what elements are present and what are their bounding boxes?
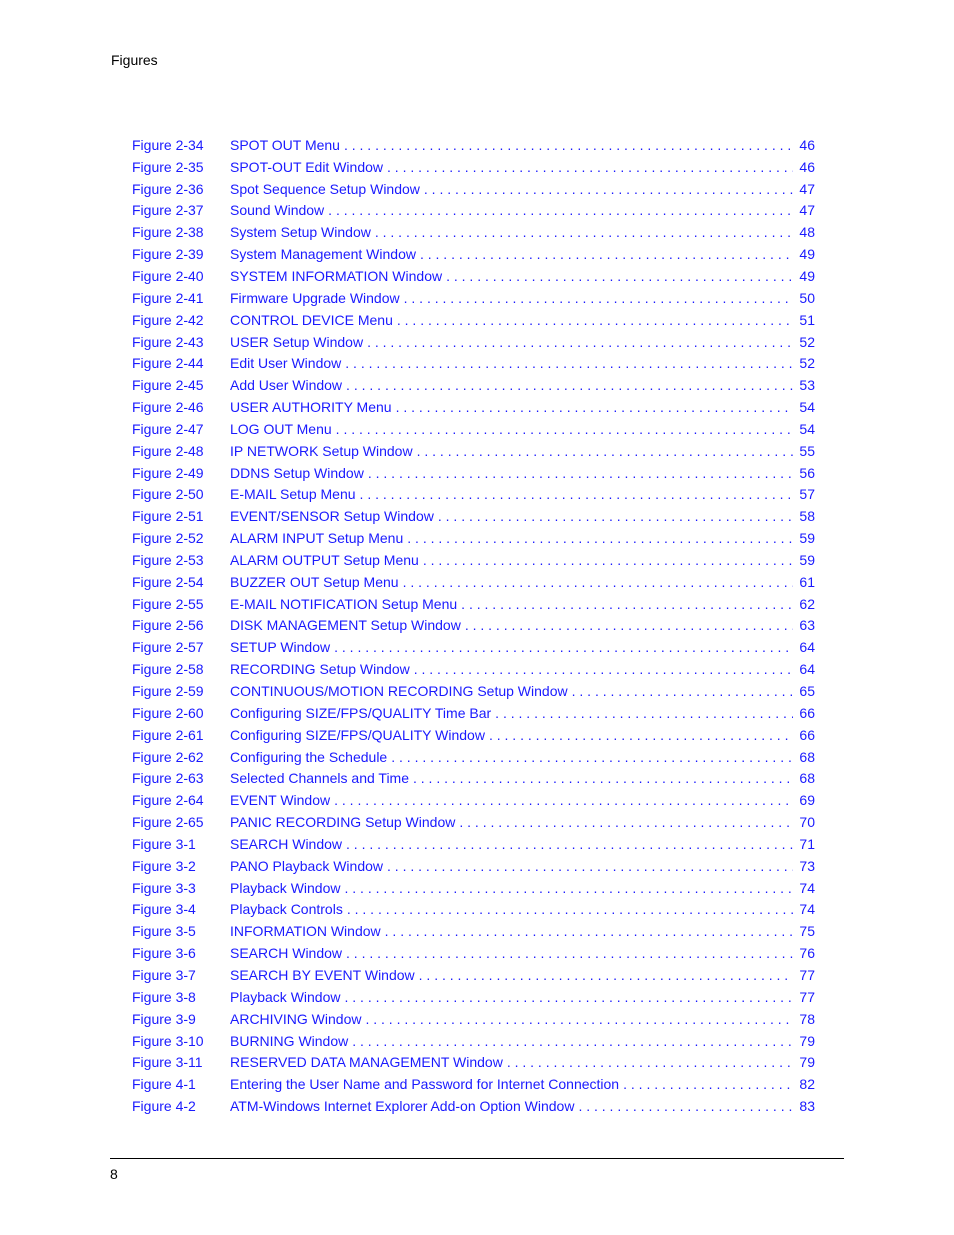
toc-entry[interactable] <box>132 615 815 637</box>
toc-entry[interactable] <box>132 855 815 877</box>
dot-leader <box>403 574 793 590</box>
page-number-link[interactable]: 46 <box>799 136 815 153</box>
figure-title-link[interactable]: SPOT OUT Menu <box>230 136 340 153</box>
toc-entry[interactable] <box>132 920 815 942</box>
page-number-link[interactable]: 62 <box>799 595 815 612</box>
running-header: Figures <box>111 52 158 68</box>
dot-leader <box>413 770 793 786</box>
dot-leader <box>414 661 793 677</box>
page-number-link[interactable]: 47 <box>799 180 815 197</box>
figure-title-link[interactable]: SPOT-OUT Edit Window <box>230 158 384 175</box>
toc-entry[interactable] <box>132 702 815 724</box>
toc-entry[interactable] <box>132 396 815 418</box>
figure-number-link[interactable]: Figure 2-61 <box>132 726 204 743</box>
dot-leader <box>391 749 793 765</box>
toc-entry[interactable] <box>132 265 815 287</box>
toc-entry[interactable] <box>132 352 815 374</box>
page-number-link[interactable]: 79 <box>799 1032 815 1049</box>
figure-number-link[interactable]: Figure 2-54 <box>132 573 204 590</box>
figure-number-link[interactable]: Figure 2-47 <box>132 420 204 437</box>
toc-entry[interactable] <box>132 287 815 309</box>
figure-title-link[interactable]: Selected Channels and Time <box>230 770 409 787</box>
figure-title-link[interactable]: Spot Sequence Setup Window <box>230 180 420 197</box>
figure-number-link[interactable]: Figure 2-44 <box>132 355 204 372</box>
figure-title-link[interactable]: ARCHIVING Window <box>230 1010 362 1027</box>
page-number-link[interactable]: 77 <box>799 988 815 1005</box>
toc-entry[interactable] <box>132 549 815 571</box>
footer-rule <box>110 1158 844 1159</box>
toc-entry[interactable] <box>132 484 815 506</box>
dot-leader <box>346 377 793 393</box>
figure-title-link[interactable]: RECORDING Setup Window <box>230 661 410 678</box>
figure-title-link[interactable]: EVENT/SENSOR Setup Window <box>230 508 434 525</box>
dot-leader <box>461 596 793 612</box>
toc-entry[interactable] <box>132 833 815 855</box>
page-number-link[interactable]: 77 <box>799 966 815 983</box>
figure-number-link[interactable]: Figure 2-52 <box>132 530 204 547</box>
page-number-link[interactable]: 50 <box>799 289 815 306</box>
page-number-link[interactable]: 69 <box>799 792 815 809</box>
figure-title-link[interactable]: SETUP Window <box>230 639 331 656</box>
figure-title-link[interactable]: CONTINUOUS/MOTION RECORDING Setup Window <box>230 683 568 700</box>
dot-leader <box>345 355 793 371</box>
figure-number-link[interactable]: Figure 3-1 <box>132 835 196 852</box>
figure-number-link[interactable]: Figure 2-50 <box>132 486 204 503</box>
figure-title-link[interactable]: Configuring SIZE/FPS/QUALITY Window <box>230 726 485 743</box>
figure-title-link[interactable]: USER Setup Window <box>230 333 364 350</box>
page-number-link[interactable]: 58 <box>799 508 815 525</box>
toc-entry[interactable] <box>132 746 815 768</box>
figure-number-link[interactable]: Figure 3-10 <box>132 1032 204 1049</box>
toc-entry[interactable] <box>132 789 815 811</box>
figure-title-link[interactable]: SEARCH Window <box>230 835 343 852</box>
page-number-link[interactable]: 65 <box>799 683 815 700</box>
figure-title-link[interactable]: USER AUTHORITY Menu <box>230 399 392 416</box>
toc-entry[interactable] <box>132 877 815 899</box>
page-number-link[interactable]: 73 <box>799 857 815 874</box>
dot-leader <box>507 1054 793 1070</box>
toc-entry[interactable] <box>132 899 815 921</box>
dot-leader <box>347 901 793 917</box>
page-number: 8 <box>110 1166 118 1182</box>
figure-title-link[interactable]: Add User Window <box>230 377 343 394</box>
figure-number-link[interactable]: Figure 2-37 <box>132 202 204 219</box>
figure-number-link[interactable]: Figure 3-4 <box>132 901 196 918</box>
toc-entry[interactable] <box>132 986 815 1008</box>
dot-leader <box>352 1033 793 1049</box>
figure-number-link[interactable]: Figure 2-59 <box>132 683 204 700</box>
figure-title-link[interactable]: LOG OUT Menu <box>230 420 332 437</box>
dot-leader <box>344 137 793 153</box>
page-number-link[interactable]: 52 <box>799 355 815 372</box>
dot-leader <box>446 268 793 284</box>
figure-title-link[interactable]: BURNING Window <box>230 1032 349 1049</box>
dot-leader <box>438 508 793 524</box>
dot-leader <box>459 814 793 830</box>
page-number-link[interactable]: 61 <box>799 573 815 590</box>
figure-number-link[interactable]: Figure 2-35 <box>132 158 204 175</box>
figure-title-link[interactable]: Playback Controls <box>230 901 343 918</box>
figure-title-link[interactable]: Configuring SIZE/FPS/QUALITY Time Bar <box>230 704 492 721</box>
toc-entry[interactable] <box>132 571 815 593</box>
dot-leader <box>368 465 793 481</box>
dot-leader <box>334 792 793 808</box>
dot-leader <box>328 202 793 218</box>
page-number-link[interactable]: 68 <box>799 748 815 765</box>
dot-leader <box>397 312 793 328</box>
toc-entry[interactable] <box>132 1030 815 1052</box>
page-number-link[interactable]: 55 <box>799 442 815 459</box>
figure-number-link[interactable]: Figure 2-56 <box>132 617 204 634</box>
dot-leader <box>407 530 793 546</box>
toc-entry[interactable] <box>132 1095 815 1117</box>
toc-entry[interactable] <box>132 374 815 396</box>
figure-number-link[interactable]: Figure 2-62 <box>132 748 204 765</box>
dot-leader <box>360 486 793 502</box>
dot-leader <box>375 224 793 240</box>
figure-number-link[interactable]: Figure 2-58 <box>132 661 204 678</box>
toc-entry[interactable] <box>132 243 815 265</box>
dot-leader <box>420 246 793 262</box>
figure-title-link[interactable]: Playback Window <box>230 879 341 896</box>
dot-leader <box>404 290 793 306</box>
figure-number-link[interactable]: Figure 2-55 <box>132 595 204 612</box>
page-number-link[interactable]: 49 <box>799 246 815 263</box>
toc-entry[interactable] <box>132 505 815 527</box>
page-number-link[interactable]: 47 <box>799 202 815 219</box>
figure-number-link[interactable]: Figure 2-45 <box>132 377 204 394</box>
figure-number-link[interactable]: Figure 3-7 <box>132 966 196 983</box>
figure-title-link[interactable]: ALARM INPUT Setup Menu <box>230 530 404 547</box>
figure-title-link[interactable]: RESERVED DATA MANAGEMENT Window <box>230 1054 503 1071</box>
figure-number-link[interactable]: Figure 4-2 <box>132 1098 196 1115</box>
page-number-link[interactable]: 64 <box>799 639 815 656</box>
figure-number-link[interactable]: Figure 2-42 <box>132 311 204 328</box>
page-number-link[interactable]: 79 <box>799 1054 815 1071</box>
list-of-figures <box>132 134 815 1117</box>
dot-leader <box>419 967 793 983</box>
dot-leader <box>623 1076 793 1092</box>
dot-leader <box>495 705 793 721</box>
figure-number-link[interactable]: Figure 2-38 <box>132 224 204 241</box>
page-number-link[interactable]: 63 <box>799 617 815 634</box>
figure-number-link[interactable]: Figure 2-43 <box>132 333 204 350</box>
dot-leader <box>334 639 793 655</box>
figure-number-link[interactable]: Figure 2-34 <box>132 136 204 153</box>
page-number-link[interactable]: 70 <box>799 814 815 831</box>
figure-title-link[interactable]: Entering the User Name and Password for Internet Connection <box>230 1076 620 1093</box>
page-number-link[interactable]: 78 <box>799 1010 815 1027</box>
figure-number-link[interactable]: Figure 2-65 <box>132 814 204 831</box>
figure-title-link[interactable]: DDNS Setup Window <box>230 464 364 481</box>
toc-entry[interactable] <box>132 636 815 658</box>
dot-leader <box>387 858 793 874</box>
dot-leader <box>345 880 794 896</box>
toc-entry[interactable] <box>132 309 815 331</box>
toc-entry[interactable] <box>132 964 815 986</box>
toc-entry[interactable] <box>132 658 815 680</box>
toc-entry[interactable] <box>132 418 815 440</box>
page-number-link[interactable]: 46 <box>799 158 815 175</box>
page-number-link[interactable]: 54 <box>799 399 815 416</box>
page-number-link[interactable]: 68 <box>799 770 815 787</box>
toc-entry[interactable] <box>132 593 815 615</box>
toc-entry[interactable] <box>132 156 815 178</box>
figure-title-link[interactable]: System Management Window <box>230 246 416 263</box>
figure-title-link[interactable]: E-MAIL Setup Menu <box>230 486 356 503</box>
figure-title-link[interactable]: ALARM OUTPUT Setup Menu <box>230 551 419 568</box>
figure-title-link[interactable]: Firmware Upgrade Window <box>230 289 400 306</box>
figure-number-link[interactable]: Figure 2-41 <box>132 289 204 306</box>
dot-leader <box>465 617 793 633</box>
page-number-link[interactable]: 74 <box>799 879 815 896</box>
figure-number-link[interactable]: Figure 4-1 <box>132 1076 196 1093</box>
figure-title-link[interactable]: Sound Window <box>230 202 325 219</box>
dot-leader <box>346 945 793 961</box>
dot-leader <box>387 159 793 175</box>
page-number-link[interactable]: 83 <box>799 1098 815 1115</box>
dot-leader <box>417 443 793 459</box>
figure-number-link[interactable]: Figure 3-5 <box>132 923 196 940</box>
toc-entry[interactable] <box>132 724 815 746</box>
figure-title-link[interactable]: BUZZER OUT Setup Menu <box>230 573 399 590</box>
figure-title-link[interactable]: SYSTEM INFORMATION Window <box>230 267 443 284</box>
toc-entry[interactable] <box>132 440 815 462</box>
dot-leader <box>385 923 793 939</box>
figure-title-link[interactable]: ATM-Windows Internet Explorer Add-on Option Window <box>230 1098 575 1115</box>
dot-leader <box>396 399 793 415</box>
figure-title-link[interactable]: PANIC RECORDING Setup Window <box>230 814 456 831</box>
page-number-link[interactable]: 76 <box>799 945 815 962</box>
figure-title-link[interactable]: IP NETWORK Setup Window <box>230 442 413 459</box>
dot-leader <box>572 683 793 699</box>
page-number-link[interactable]: 59 <box>799 530 815 547</box>
page-number-link[interactable]: 64 <box>799 661 815 678</box>
figure-number-link[interactable]: Figure 2-48 <box>132 442 204 459</box>
page-number-link[interactable]: 75 <box>799 923 815 940</box>
toc-entry[interactable] <box>132 527 815 549</box>
page-number-link[interactable]: 49 <box>799 267 815 284</box>
figure-number-link[interactable]: Figure 2-57 <box>132 639 204 656</box>
page-number-link[interactable]: 53 <box>799 377 815 394</box>
figure-number-link[interactable]: Figure 2-39 <box>132 246 204 263</box>
page-number-link[interactable]: 56 <box>799 464 815 481</box>
toc-entry[interactable] <box>132 134 815 156</box>
dot-leader <box>489 727 793 743</box>
figure-number-link[interactable]: Figure 2-46 <box>132 399 204 416</box>
dot-leader <box>336 421 793 437</box>
toc-entry[interactable] <box>132 767 815 789</box>
figure-number-link[interactable]: Figure 2-63 <box>132 770 204 787</box>
figure-number-link[interactable]: Figure 3-11 <box>132 1054 203 1071</box>
toc-entry[interactable] <box>132 331 815 353</box>
page-number-link[interactable]: 52 <box>799 333 815 350</box>
dot-leader <box>424 181 793 197</box>
page-number-link[interactable]: 48 <box>799 224 815 241</box>
figure-number-link[interactable]: Figure 3-3 <box>132 879 196 896</box>
figure-title-link[interactable]: PANO Playback Window <box>230 857 384 874</box>
figure-number-link[interactable]: Figure 2-40 <box>132 267 204 284</box>
page-number-link[interactable]: 82 <box>799 1076 815 1093</box>
figure-number-link[interactable]: Figure 3-2 <box>132 857 196 874</box>
dot-leader <box>367 334 793 350</box>
toc-entry[interactable] <box>132 680 815 702</box>
figure-title-link[interactable]: DISK MANAGEMENT Setup Window <box>230 617 461 634</box>
figure-title-link[interactable]: SEARCH BY EVENT Window <box>230 966 415 983</box>
figure-title-link[interactable]: Playback Window <box>230 988 341 1005</box>
page-number-link[interactable]: 54 <box>799 420 815 437</box>
figure-number-link[interactable]: Figure 3-9 <box>132 1010 196 1027</box>
figure-number-link[interactable]: Figure 3-8 <box>132 988 196 1005</box>
page-number-link[interactable]: 71 <box>799 835 815 852</box>
toc-entry[interactable] <box>132 1008 815 1030</box>
figure-title-link[interactable]: Configuring the Schedule <box>230 748 388 765</box>
toc-entry[interactable] <box>132 942 815 964</box>
page-number-link[interactable]: 66 <box>799 726 815 743</box>
figure-title-link[interactable]: EVENT Window <box>230 792 331 809</box>
dot-leader <box>365 1011 793 1027</box>
figure-number-link[interactable]: Figure 2-36 <box>132 180 204 197</box>
page-number-link[interactable]: 51 <box>799 311 815 328</box>
figure-title-link[interactable]: System Setup Window <box>230 224 371 241</box>
figure-title-link[interactable]: Edit User Window <box>230 355 342 372</box>
figure-title-link[interactable]: E-MAIL NOTIFICATION Setup Menu <box>230 595 458 612</box>
figure-title-link[interactable]: CONTROL DEVICE Menu <box>230 311 393 328</box>
figure-number-link[interactable]: Figure 2-60 <box>132 704 204 721</box>
toc-entry[interactable] <box>132 1073 815 1095</box>
figure-number-link[interactable]: Figure 2-51 <box>132 508 204 525</box>
page-number-link[interactable]: 66 <box>799 704 815 721</box>
toc-entry[interactable] <box>132 178 815 200</box>
dot-leader <box>345 989 794 1005</box>
toc-entry[interactable] <box>132 811 815 833</box>
dot-leader <box>423 552 793 568</box>
figure-number-link[interactable]: Figure 2-64 <box>132 792 204 809</box>
toc-entry[interactable] <box>132 1051 815 1073</box>
page-number-link[interactable]: 57 <box>799 486 815 503</box>
figure-number-link[interactable]: Figure 2-53 <box>132 551 204 568</box>
figure-title-link[interactable]: INFORMATION Window <box>230 923 381 940</box>
toc-entry[interactable] <box>132 462 815 484</box>
figure-number-link[interactable]: Figure 2-49 <box>132 464 204 481</box>
figure-title-link[interactable]: SEARCH Window <box>230 945 343 962</box>
dot-leader <box>346 836 793 852</box>
toc-entry[interactable] <box>132 221 815 243</box>
toc-entry[interactable] <box>132 200 815 222</box>
page-number-link[interactable]: 59 <box>799 551 815 568</box>
dot-leader <box>578 1098 793 1114</box>
figure-number-link[interactable]: Figure 3-6 <box>132 945 196 962</box>
page-number-link[interactable]: 74 <box>799 901 815 918</box>
